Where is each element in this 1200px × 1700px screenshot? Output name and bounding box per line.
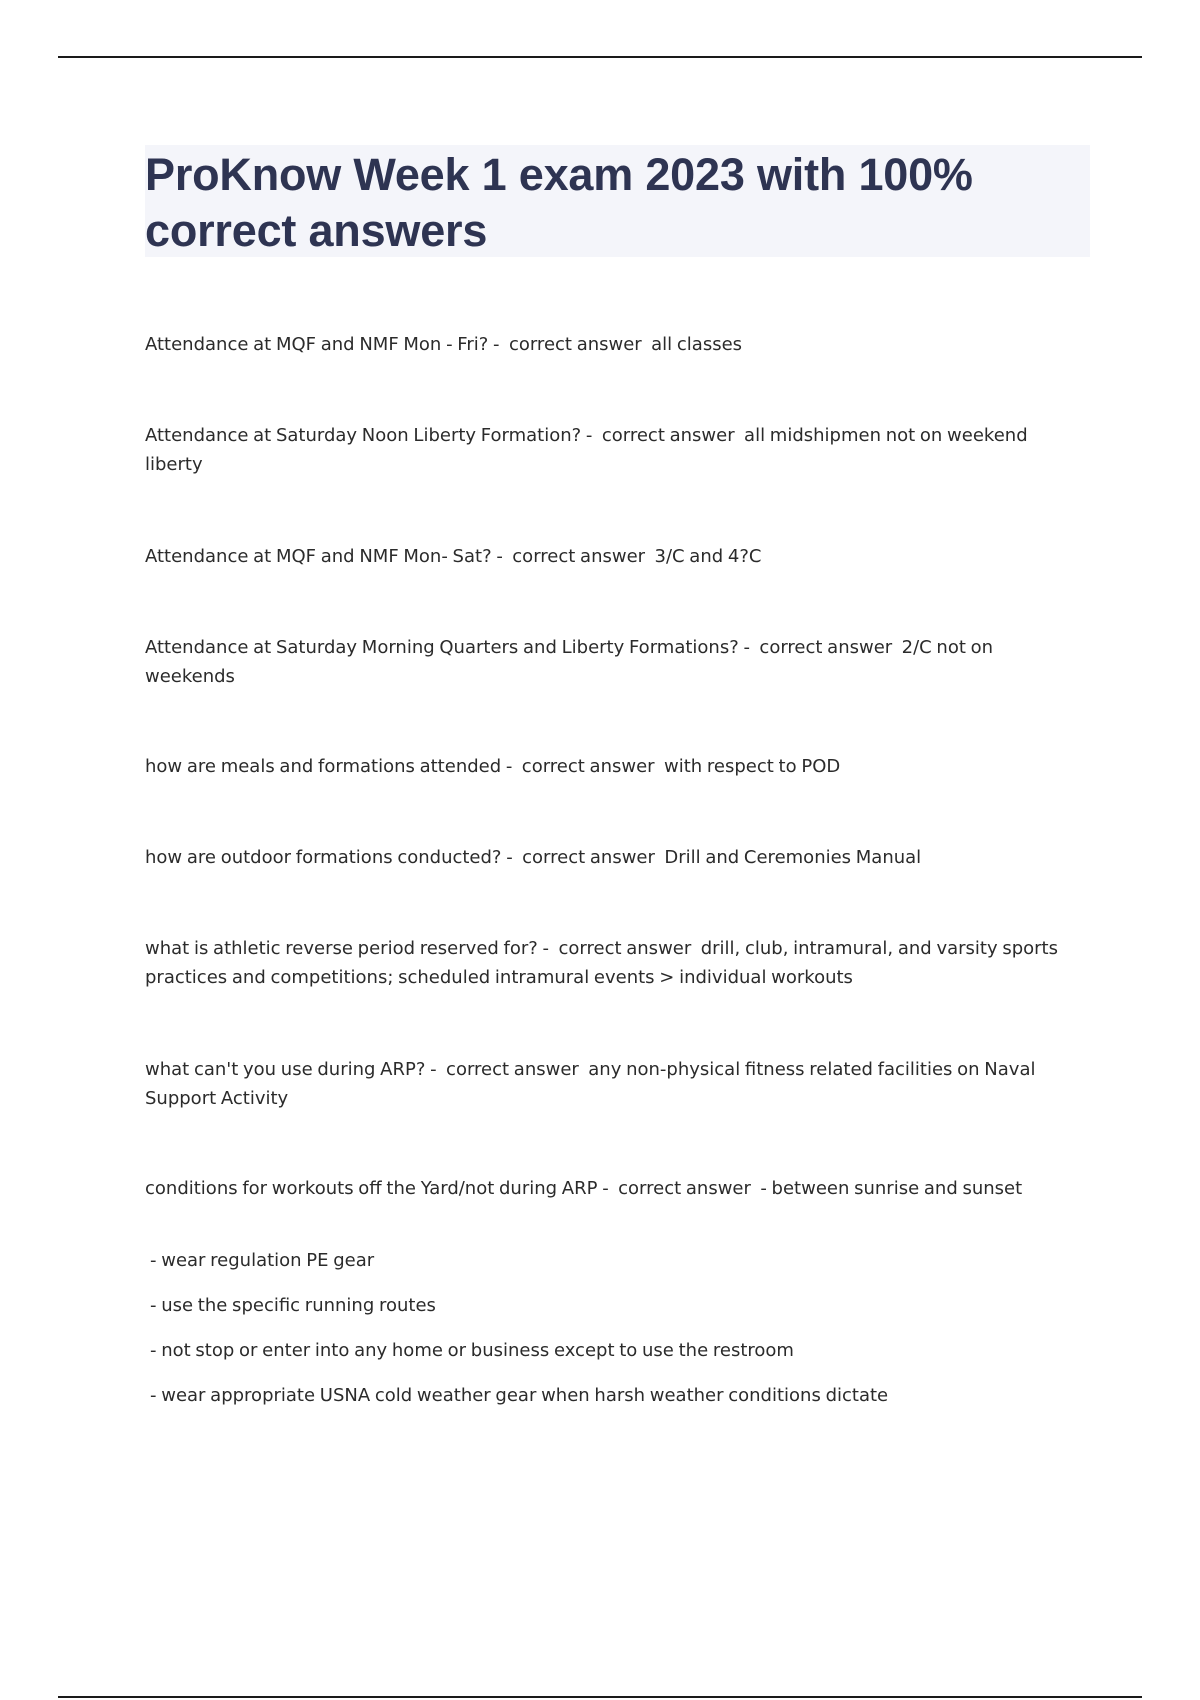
condition-item: - use the specific running routes [150, 1295, 436, 1316]
condition-item: - wear appropriate USNA cold weather gear when harsh weather conditions dictate [150, 1385, 889, 1406]
condition-item: - wear regulation PE gear [150, 1250, 375, 1271]
bottom-rule [58, 1696, 1142, 1698]
title-banner [145, 145, 1090, 257]
qa-item-9: conditions for workouts off the Yard/not during ARP - correct answer - between sunrise and sunset [145, 1178, 1023, 1199]
qa-item-4: Attendance at Saturday Morning Quarters and Liberty Formations? - correct answer 2/C not on weekends [145, 637, 998, 687]
qa-item-8: what can't you use during ARP? - correct answer any non-physical fitness related facilities on Naval Support Activity [145, 1059, 1041, 1109]
condition-item: - not stop or enter into any home or business except to use the restroom [150, 1340, 794, 1361]
qa-item-2: Attendance at Saturday Noon Liberty Formation? - correct answer all midshipmen not on weekend liberty [145, 425, 1033, 475]
qa-item-7: what is athletic reverse period reserved for? - correct answer drill, club, intramural, and varsity sports practices and competitions; scheduled intramural events > individual workouts [145, 938, 1063, 988]
conditions-list [150, 1238, 1090, 1418]
top-rule [58, 56, 1142, 58]
qa-item-1: Attendance at MQF and NMF Mon - Fri? - correct answer all classes [145, 334, 743, 355]
document-title: ProKnow Week 1 exam 2023 with 100% correct answers [145, 149, 973, 256]
qa-item-3: Attendance at MQF and NMF Mon- Sat? - correct answer 3/C and 4?C [145, 546, 762, 567]
qa-item-5: how are meals and formations attended - correct answer with respect to POD [145, 756, 841, 777]
qa-item-6: how are outdoor formations conducted? - correct answer Drill and Ceremonies Manual [145, 847, 922, 868]
